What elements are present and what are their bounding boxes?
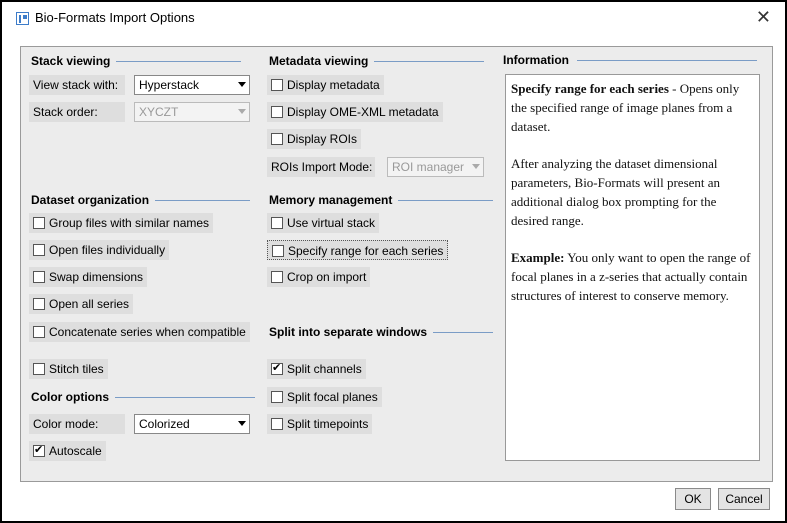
checkbox-box [33, 363, 45, 375]
rois-mode-label: ROIs Import Mode: [267, 157, 375, 177]
checkbox-label: Display OME-XML metadata [287, 105, 439, 119]
split-windows-header [269, 325, 493, 339]
checkbox-label: Use virtual stack [287, 216, 376, 230]
rois-mode-value: ROI manager [392, 160, 465, 174]
checkbox-label: Specify range for each series [288, 244, 444, 258]
stack-order-label: Stack order: [29, 102, 125, 122]
color-mode-label: Color mode: [29, 414, 125, 434]
display-metadata-checkbox[interactable] [267, 75, 384, 95]
information-panel [505, 74, 760, 461]
ok-button[interactable]: OK [675, 488, 711, 510]
autoscale-checkbox[interactable] [29, 441, 106, 461]
view-stack-value: Hyperstack [139, 78, 200, 92]
checkbox-label: Swap dimensions [49, 270, 144, 284]
memory-management-header [269, 193, 493, 207]
concatenate-checkbox[interactable] [29, 322, 250, 342]
dataset-org-header [31, 193, 250, 207]
color-options-header [31, 390, 255, 404]
chevron-down-icon [238, 109, 246, 114]
checkbox-box [271, 418, 283, 430]
info-paragraph-1 [511, 79, 754, 136]
split-windows-title: Split into separate windows [269, 325, 428, 339]
info-p3-text: You only want to open the range of focal planes in a z-series that actually contain structures of interest to conserve memory. [511, 250, 751, 303]
dataset-org-title: Dataset organization [31, 193, 150, 207]
checkbox-box [33, 445, 45, 457]
checkbox-label: Concatenate series when compatible [49, 325, 246, 339]
checkbox-label: Display ROIs [287, 132, 358, 146]
open-all-series-checkbox[interactable] [29, 294, 133, 314]
stitch-tiles-checkbox[interactable] [29, 359, 108, 379]
app-icon [16, 12, 29, 25]
rois-mode-select[interactable] [387, 157, 484, 177]
checkbox-box [33, 244, 45, 256]
info-paragraph-2 [511, 154, 754, 230]
checkbox-box [33, 298, 45, 310]
checkbox-box [272, 245, 284, 257]
open-individually-checkbox[interactable] [29, 240, 169, 260]
checkbox-label: Split focal planes [287, 390, 378, 404]
checkbox-box [271, 391, 283, 403]
title-bar [2, 2, 785, 34]
checkbox-label: Display metadata [287, 78, 380, 92]
close-button[interactable]: ✕ [755, 7, 771, 27]
display-rois-checkbox[interactable] [267, 129, 361, 149]
window-title: Bio-Formats Import Options [35, 10, 195, 25]
info-p1-text: - Opens only the specified range of image planes from a dataset. [511, 81, 740, 134]
stack-order-value: XYCZT [139, 105, 179, 119]
checkbox-label: Crop on import [287, 270, 367, 284]
split-channels-checkbox[interactable] [267, 359, 366, 379]
checkbox-label: Stitch tiles [49, 362, 104, 376]
crop-on-import-checkbox[interactable] [267, 267, 370, 287]
checkbox-box [271, 271, 283, 283]
view-stack-select[interactable] [134, 75, 250, 95]
checkbox-label: Open files individually [49, 243, 166, 257]
checkbox-label: Open all series [49, 297, 130, 311]
color-options-title: Color options [31, 390, 109, 404]
checkbox-label: Group files with similar names [49, 216, 210, 230]
checkbox-box [271, 79, 283, 91]
information-header [503, 53, 757, 67]
checkbox-box [271, 363, 283, 375]
checkbox-label: Autoscale [49, 444, 102, 458]
stack-viewing-header [31, 54, 241, 68]
specify-range-checkbox[interactable] [267, 240, 448, 260]
cancel-button[interactable]: Cancel [718, 488, 770, 510]
chevron-down-icon [238, 82, 246, 87]
metadata-viewing-header [269, 54, 484, 68]
checkbox-box [33, 217, 45, 229]
info-paragraph-3 [511, 248, 754, 305]
color-mode-value: Colorized [139, 417, 190, 431]
information-title: Information [503, 53, 569, 67]
split-focal-checkbox[interactable] [267, 387, 382, 407]
checkbox-label: Split channels [287, 362, 362, 376]
chevron-down-icon [472, 164, 480, 169]
info-p1-bold: Specify range for each series [511, 81, 669, 96]
stack-viewing-title: Stack viewing [31, 54, 111, 68]
checkbox-box [271, 106, 283, 118]
stack-order-select[interactable] [134, 102, 250, 122]
chevron-down-icon [238, 421, 246, 426]
info-p3-bold: Example: [511, 250, 565, 265]
options-panel [20, 46, 773, 482]
checkbox-label: Split timepoints [287, 417, 369, 431]
checkbox-box [33, 326, 45, 338]
memory-management-title: Memory management [269, 193, 393, 207]
virtual-stack-checkbox[interactable] [267, 213, 379, 233]
metadata-viewing-title: Metadata viewing [269, 54, 369, 68]
color-mode-select[interactable] [134, 414, 250, 434]
checkbox-box [271, 217, 283, 229]
checkbox-box [271, 133, 283, 145]
split-timepoints-checkbox[interactable] [267, 414, 372, 434]
group-files-checkbox[interactable] [29, 213, 213, 233]
view-stack-label: View stack with: [29, 75, 125, 95]
info-p2-text: After analyzing the dataset dimensional parameters, Bio-Formats will present an additional dialog box prompting for the desired range. [511, 156, 721, 228]
swap-dimensions-checkbox[interactable] [29, 267, 147, 287]
display-ome-xml-checkbox[interactable] [267, 102, 443, 122]
checkbox-box [33, 271, 45, 283]
